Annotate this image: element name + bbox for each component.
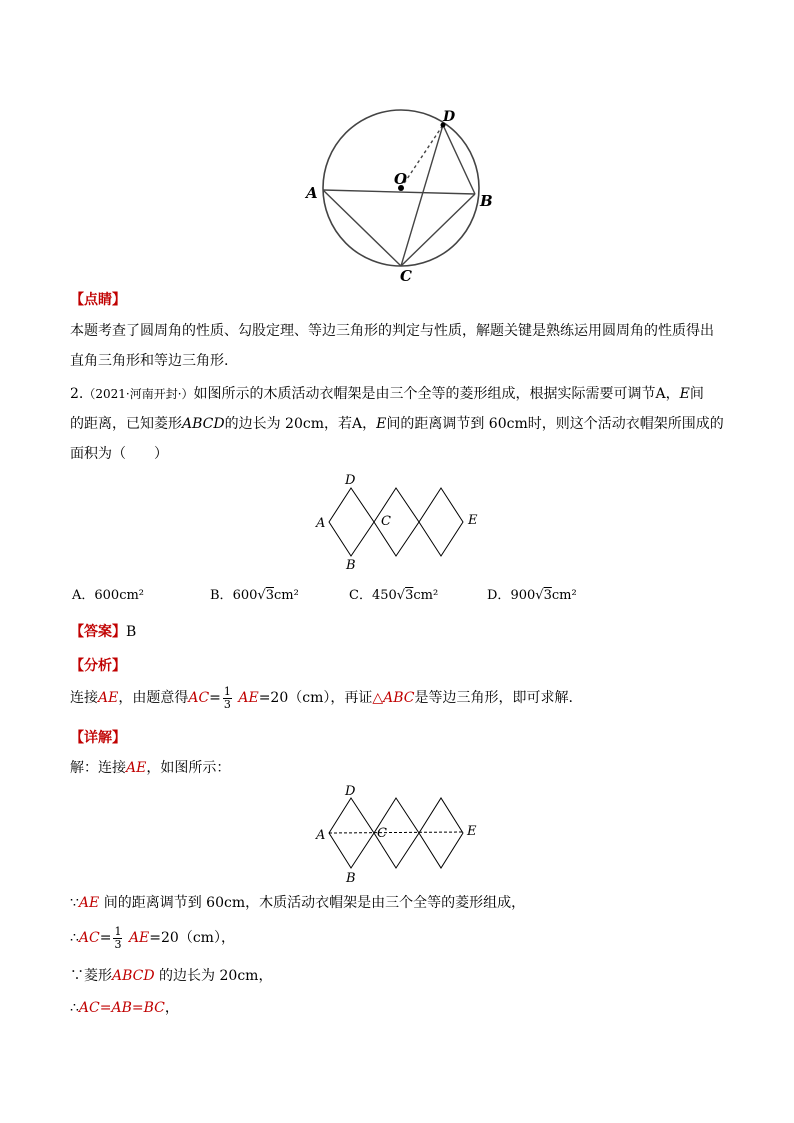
problem2-line3: 面积为（ ） — [70, 446, 168, 462]
analysis-t4: 是等边三角形，即可求解. — [414, 690, 573, 706]
detail-s2b: =20（cm）， — [149, 930, 235, 946]
analysis-t3: =20（cm），再证 — [258, 690, 373, 706]
problem2-line2 — [70, 414, 724, 434]
line-AE-dashed — [329, 832, 463, 833]
detail-s1v: AE — [78, 895, 100, 911]
detail-l1b: ，如图所示： — [146, 760, 231, 776]
problem2-text2a: 的距离，已知菱形 — [70, 416, 182, 432]
analysis-line — [70, 683, 573, 713]
var-E2: E — [376, 416, 387, 432]
label-B: B — [480, 192, 493, 210]
option-d-pre: 900 — [510, 588, 536, 603]
problem2-text1: 如图所示的木质活动衣帽架是由三个全等的菱形组成，根据实际需要可调节A， — [193, 386, 680, 402]
option-c-post: cm² — [413, 588, 439, 603]
detail-s3v: ABCD — [112, 968, 155, 984]
detail-s2a: ∴ — [70, 930, 79, 946]
detail-l1a: 解：连接 — [70, 760, 126, 776]
label-A: A — [316, 516, 326, 531]
detail-l1v: AE — [126, 760, 147, 776]
rhombus-1 — [329, 488, 374, 556]
answer-header: 【答案】 — [70, 624, 126, 640]
detail-s3b: 的边长为 20cm， — [154, 968, 273, 984]
fraction-den: 3 — [114, 937, 122, 951]
analysis-header: 【分析】 — [70, 658, 126, 674]
analysis-t1: 连接 — [70, 690, 98, 706]
label-D: D — [345, 473, 356, 488]
option-d[interactable]: D．900√3cm² — [487, 588, 577, 603]
detail-step1 — [70, 893, 525, 913]
rhombus-3 — [419, 798, 463, 868]
problem2-text1-end: 间 — [689, 386, 704, 402]
option-b-post: cm² — [273, 588, 299, 603]
detail-step3 — [70, 966, 272, 986]
problem2-line1 — [70, 384, 704, 404]
option-d-post: cm² — [551, 588, 577, 603]
fraction-den: 3 — [223, 697, 231, 711]
answer-value: B — [126, 624, 137, 640]
rhombus-figure-dashed — [310, 778, 485, 888]
analysis-v2: AC — [188, 690, 210, 706]
detail-s2v2: AE — [128, 930, 150, 946]
option-a[interactable] — [72, 586, 144, 606]
dianjing-header: 【点睛】 — [70, 292, 126, 308]
option-c-letter: C． — [349, 588, 372, 603]
label-C: C — [377, 826, 387, 841]
analysis-v3: AE — [238, 690, 259, 706]
fraction-num: 1 — [114, 924, 122, 938]
option-d-rad: 3 — [543, 588, 552, 603]
detail-s1b: 间的距离调节到 60cm，木质活动衣帽架是由三个全等的菱形组成， — [99, 895, 526, 911]
option-c[interactable]: C．450√3cm² — [349, 588, 439, 603]
detail-line1 — [70, 758, 230, 778]
detail-s1a: ∵ — [70, 895, 79, 911]
label-E: E — [467, 824, 477, 839]
option-b-pre: 600 — [232, 588, 258, 603]
fraction-num: 1 — [223, 684, 231, 698]
detail-header: 【详解】 — [70, 730, 126, 746]
detail-s3a: ∵菱形 — [70, 968, 112, 984]
analysis-fraction — [223, 686, 232, 711]
option-b-letter: B． — [210, 588, 233, 603]
dianjing-line1: 本题考查了圆周角的性质、勾股定理、等边三角形的判定与性质，解题关键是熟练运用圆周角的性质得出 — [70, 323, 714, 339]
label-A: A — [306, 184, 318, 202]
line-AB — [323, 190, 475, 194]
label-B: B — [346, 871, 356, 886]
problem-source: （2021·河南开封·） — [83, 387, 194, 401]
detail-step2 — [70, 923, 235, 953]
detail-fraction — [113, 926, 122, 951]
problem2-text2c: 间的距离调节到 60cm时，则这个活动衣帽架所围成的 — [386, 416, 724, 432]
detail-step4 — [70, 998, 179, 1018]
rhombus-3 — [419, 488, 463, 556]
var-E: E — [679, 386, 690, 402]
problem2-text2b: 的边长为 20cm，若A， — [224, 416, 377, 432]
option-b-rad: 3 — [265, 588, 274, 603]
label-O: O — [394, 170, 408, 188]
analysis-v1: AE — [98, 690, 119, 706]
problem-number: 2. — [70, 386, 84, 402]
option-c-rad: 3 — [405, 588, 414, 603]
detail-s2v: AC — [78, 930, 100, 946]
label-C: C — [381, 514, 391, 529]
option-d-letter: D． — [487, 588, 511, 603]
label-B: B — [346, 558, 356, 573]
option-b[interactable]: B．600√3cm² — [210, 588, 299, 603]
detail-s2eq: = — [99, 930, 112, 946]
var-ABCD: ABCD — [182, 416, 225, 432]
detail-s4b: ， — [164, 1000, 179, 1016]
analysis-v4: △ABC — [372, 690, 415, 706]
answer-line — [70, 622, 136, 642]
detail-s4v: AC=AB=BC — [78, 1000, 165, 1016]
label-E: E — [468, 513, 478, 528]
label-D: D — [345, 784, 356, 799]
detail-s4a: ∴ — [70, 1000, 79, 1016]
option-a-letter: A． — [72, 588, 95, 603]
option-c-pre: 450 — [371, 588, 397, 603]
label-C: C — [400, 267, 412, 285]
dianjing-line2: 直角三角形和等边三角形. — [70, 353, 229, 369]
rhombus-figure — [310, 470, 485, 575]
analysis-t2: ，由题意得 — [118, 690, 189, 706]
line-OD-dashed — [401, 125, 443, 188]
analysis-eq: = — [209, 690, 221, 706]
label-A: A — [316, 828, 326, 843]
label-D: D — [443, 109, 456, 125]
option-a-value: 600cm² — [94, 588, 145, 603]
circle-figure — [300, 100, 510, 290]
